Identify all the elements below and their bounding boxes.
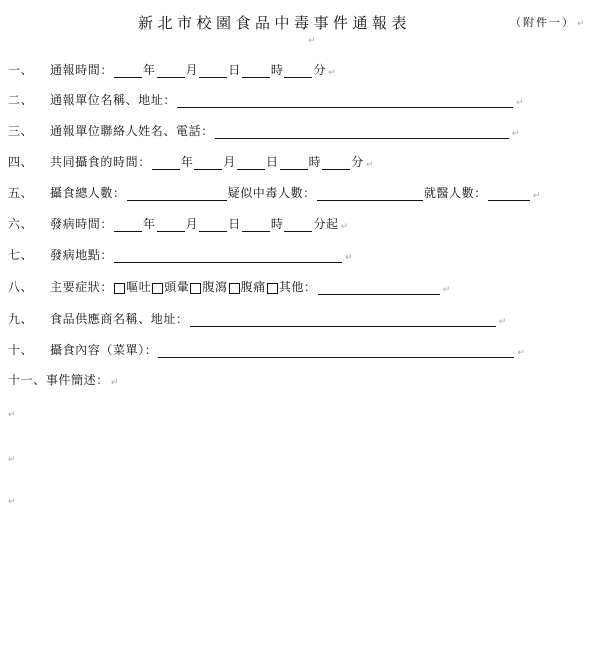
- hospitalized-blank[interactable]: [488, 187, 530, 201]
- year-blank[interactable]: [152, 156, 180, 170]
- field-label: 疑似中毒人數：: [227, 186, 316, 200]
- field-label: 共同攝食的時間：: [50, 155, 151, 169]
- month-unit: 月: [185, 63, 199, 77]
- month-blank[interactable]: [194, 156, 222, 170]
- field-label: 發病時間：: [50, 217, 114, 231]
- paragraph-mark: ↵: [517, 348, 526, 358]
- month-blank[interactable]: [157, 218, 185, 232]
- stomachache-checkbox[interactable]: [229, 283, 240, 294]
- day-unit: 日: [228, 217, 241, 231]
- reporter-unit-row: [8, 90, 524, 108]
- field-label: 通報單位名稱、地址：: [50, 93, 177, 107]
- year-unit: 年: [143, 217, 156, 231]
- year-unit: 年: [143, 63, 156, 77]
- item-number: 九、: [8, 312, 34, 326]
- item-number: 六、: [8, 217, 34, 231]
- other-label: 其他：: [278, 280, 317, 294]
- menu-blank[interactable]: [158, 344, 514, 358]
- hour-unit: 時: [308, 155, 322, 169]
- dizzy-checkbox[interactable]: [152, 283, 163, 294]
- minute-unit: 分: [351, 155, 364, 169]
- suspected-cases-blank[interactable]: [317, 187, 423, 201]
- paragraph-mark: ↵: [340, 222, 349, 232]
- field-label: 食品供應商名稱、地址：: [50, 312, 189, 326]
- day-blank[interactable]: [199, 218, 227, 232]
- meal-time-row: [8, 152, 374, 170]
- paragraph-mark: ↵: [532, 191, 541, 201]
- symptoms-row: [8, 277, 451, 295]
- hour-unit: 時: [270, 63, 284, 77]
- hour-blank[interactable]: [242, 218, 270, 232]
- diarrhea-checkbox[interactable]: [190, 283, 201, 294]
- hour-unit: 時: [270, 217, 284, 231]
- vomit-checkbox[interactable]: [114, 283, 125, 294]
- month-unit: 月: [185, 217, 199, 231]
- other-checkbox[interactable]: [267, 283, 278, 294]
- item-number: 一、: [8, 63, 34, 77]
- field-label: 發病地點：: [50, 248, 114, 262]
- field-label: 就醫人數：: [423, 186, 487, 200]
- item-number: 二、: [8, 93, 34, 107]
- headcount-row: [8, 183, 541, 201]
- paragraph-mark: ↵: [345, 253, 354, 263]
- day-unit: 日: [228, 63, 241, 77]
- field-label: 主要症狀：: [50, 280, 114, 294]
- paragraph-mark: ↵: [110, 378, 119, 388]
- month-unit: 月: [223, 155, 237, 169]
- form-title: 新北市校園食品中毒事件通報表: [138, 14, 412, 32]
- paragraph-mark: ↵: [308, 36, 316, 46]
- supplier-row: [8, 309, 507, 327]
- item-number: 十、: [8, 343, 34, 357]
- annex-label: （附件一） ↵: [510, 16, 587, 29]
- day-unit: 日: [266, 155, 279, 169]
- item-number: 三、: [8, 124, 34, 138]
- minute-blank[interactable]: [284, 64, 312, 78]
- contact-row: [8, 121, 520, 139]
- onset-location-row: [8, 245, 353, 263]
- supplier-blank[interactable]: [190, 313, 496, 327]
- vomit-label: 嘔吐: [126, 280, 152, 294]
- paragraph-mark: ↵: [328, 68, 337, 78]
- field-label: 事件簡述：: [45, 373, 109, 387]
- field-label: 攝食內容（菜單）：: [50, 343, 158, 357]
- minute-blank[interactable]: [284, 218, 312, 232]
- item-number: 十一、: [8, 373, 46, 387]
- menu-row: [8, 340, 526, 358]
- item-number: 四、: [8, 155, 34, 169]
- month-blank[interactable]: [157, 64, 185, 78]
- minute-blank[interactable]: [322, 156, 350, 170]
- paragraph-mark: ↵: [511, 129, 520, 139]
- paragraph-mark: ↵: [442, 285, 451, 295]
- field-label: 攝食總人數：: [50, 186, 126, 200]
- hour-blank[interactable]: [280, 156, 308, 170]
- stomachache-label: 腹痛: [240, 280, 266, 294]
- paragraph-mark: ↵: [8, 497, 16, 507]
- paragraph-mark: ↵: [8, 410, 16, 420]
- contact-blank[interactable]: [215, 125, 509, 139]
- location-blank[interactable]: [114, 249, 342, 263]
- item-number: 七、: [8, 248, 34, 262]
- hour-blank[interactable]: [242, 64, 270, 78]
- item-number: 五、: [8, 186, 34, 200]
- other-symptom-blank[interactable]: [318, 281, 440, 295]
- paragraph-mark: ↵: [8, 455, 16, 465]
- field-label: 通報時間：: [50, 63, 114, 77]
- diarrhea-label: 腹瀉: [202, 280, 228, 294]
- event-summary-row: [8, 370, 119, 388]
- day-blank[interactable]: [199, 64, 227, 78]
- onset-time-row: [8, 214, 349, 232]
- item-number: 八、: [8, 280, 34, 294]
- dizzy-label: 頭暈: [164, 280, 190, 294]
- paragraph-mark: ↵: [365, 160, 375, 170]
- unit-address-blank[interactable]: [177, 94, 513, 108]
- total-eaters-blank[interactable]: [127, 187, 227, 201]
- paragraph-mark: ↵: [516, 98, 525, 108]
- report-time-row: [8, 60, 336, 78]
- minute-unit: 分起: [313, 217, 339, 231]
- field-label: 通報單位聯絡人姓名、電話：: [50, 124, 214, 138]
- paragraph-mark: ↵: [498, 317, 507, 327]
- year-blank[interactable]: [114, 64, 142, 78]
- year-blank[interactable]: [114, 218, 142, 232]
- year-unit: 年: [180, 155, 194, 169]
- day-blank[interactable]: [237, 156, 265, 170]
- minute-unit: 分: [313, 63, 327, 77]
